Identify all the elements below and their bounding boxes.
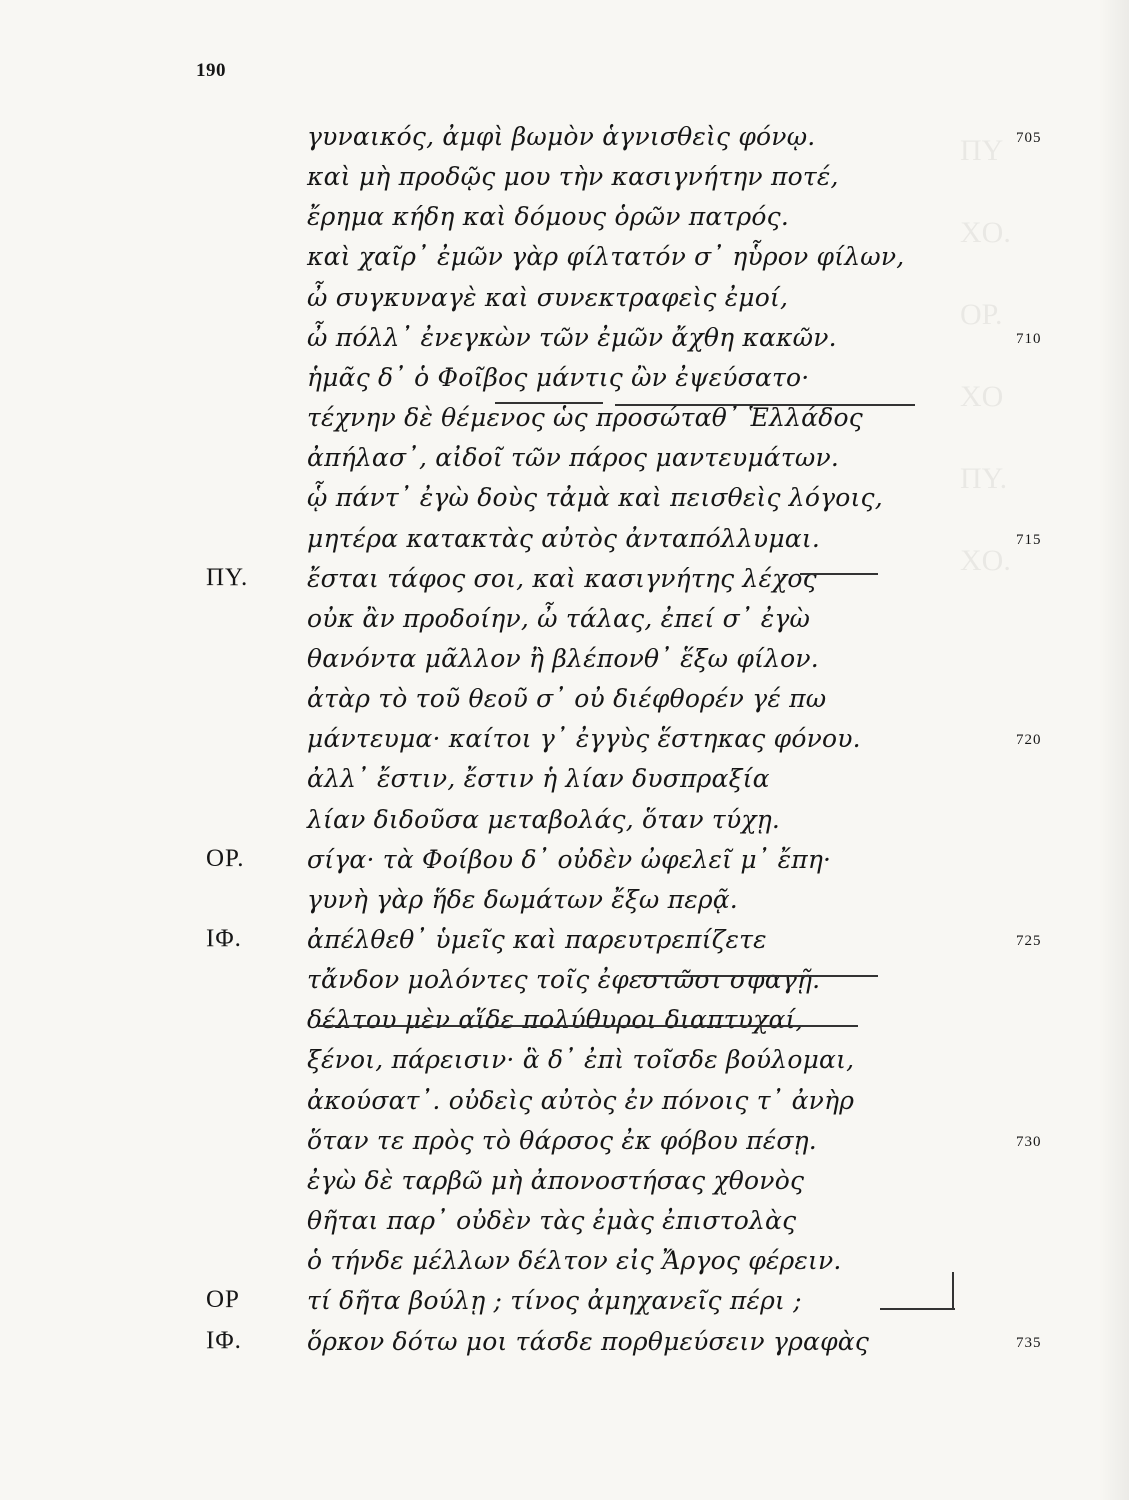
verse-text: σίγα· τὰ Φοίβου δ᾽ οὐδὲν ὠφελεῖ μ᾽ ἔπη· xyxy=(307,844,832,874)
verse-line xyxy=(0,158,1129,198)
underline-mark xyxy=(880,1308,955,1310)
verse-line xyxy=(0,680,1129,720)
verse-line xyxy=(0,1162,1129,1202)
verse-text: λίαν διδοῦσα μεταβολάς, ὅταν τύχῃ. xyxy=(307,804,781,834)
verse-text: ξένοι, πάρεισιν· ἃ δ᾽ ἐπὶ τοῖσδε βούλομαι, xyxy=(307,1045,855,1075)
verse-line xyxy=(0,600,1129,640)
bracket-mark xyxy=(952,1272,954,1308)
verse-line xyxy=(0,1082,1129,1122)
verse-text: ὁ τήνδε μέλλων δέλτον εἰς Ἄργος φέρειν. xyxy=(307,1246,842,1276)
verse-text: τί δῆτα βούλῃ ; τίνος ἀμηχανεῖς πέρι ; xyxy=(307,1286,802,1316)
verse-text: θῆται παρ᾽ οὐδὲν τὰς ἐμὰς ἐπιστολὰς xyxy=(307,1206,797,1236)
verse-text: ἀλλ᾽ ἔστιν, ἔστιν ἡ λίαν δυσπραξία xyxy=(307,764,770,794)
verse-text: ἡμᾶς δ᾽ ὁ Φοῖβος μάντις ὢν ἐψεύσατο· xyxy=(307,362,810,392)
line-number: 710 xyxy=(1016,330,1042,347)
verse-line xyxy=(0,1001,1129,1041)
line-number: 735 xyxy=(1016,1334,1042,1351)
verse-text: ὦ συγκυναγὲ καὶ συνεκτραφεὶς ἐμοί, xyxy=(307,282,789,312)
speaker-label: ΠΥ. xyxy=(206,563,249,591)
verse-text: δέλτου μὲν αἵδε πολύθυροι διαπτυχαί, xyxy=(307,1005,804,1035)
line-number: 730 xyxy=(1016,1133,1042,1150)
verse-line xyxy=(0,1282,1129,1322)
verse-text: ὅρκον δότω μοι τάσδε πορθμεύσειν γραφὰς xyxy=(307,1326,870,1356)
verse-line xyxy=(0,640,1129,680)
verse-text: οὐκ ἂν προδοίην, ὦ τάλας, ἐπεί σ᾽ ἐγὼ xyxy=(307,603,811,633)
verse-text: καὶ μὴ προδῷς μου τὴν κασιγνήτην ποτέ, xyxy=(307,162,839,192)
verse-line xyxy=(0,1242,1129,1282)
verse-line xyxy=(0,319,1129,359)
verse-line xyxy=(0,439,1129,479)
verse-line xyxy=(0,118,1129,158)
verse-line xyxy=(0,921,1129,961)
verse-text: ἀπήλασ᾽, αἰδοῖ τῶν πάρος μαντευμάτων. xyxy=(307,443,840,473)
verse-line xyxy=(0,279,1129,319)
verse-text: ἐγὼ δὲ ταρβῶ μὴ ἀπονοστήσας χθονὸς xyxy=(307,1165,805,1195)
verse-text: μάντευμα· καίτοι γ᾽ ἐγγὺς ἕστηκας φόνου. xyxy=(307,724,861,754)
speaker-label: ΟΡ. xyxy=(206,844,245,872)
underline-mark xyxy=(495,402,603,404)
verse-text: τἄνδον μολόντες τοῖς ἐφεστῶσι σφαγῇ. xyxy=(307,965,821,995)
verse-text: τέχνην δὲ θέμενος ὡς προσώταθ᾽ Ἑλλάδος xyxy=(307,403,863,433)
verse-line xyxy=(0,1041,1129,1081)
line-number: 705 xyxy=(1016,130,1042,146)
verse-text: γυναικός, ἀμφὶ βωμὸν ἁγνισθεὶς φόνῳ. xyxy=(307,122,816,151)
speaker-label: ΙΦ. xyxy=(206,925,242,952)
line-number: 720 xyxy=(1016,732,1042,749)
verse-line xyxy=(0,1202,1129,1242)
verse-line xyxy=(0,841,1129,881)
speaker-label: ΙΦ. xyxy=(206,1326,242,1354)
verse-text: γυνὴ γὰρ ἥδε δωμάτων ἔξω περᾷ. xyxy=(307,884,738,914)
show-through-texture: ΠΥ ΧΟ. ΟΡ. ΧΟ ΠΥ. ΧΟ. xyxy=(960,134,1011,577)
verse-line xyxy=(0,359,1129,399)
verse-line xyxy=(0,238,1129,278)
verse-line xyxy=(0,720,1129,760)
verse-line xyxy=(0,801,1129,841)
verse-text: καὶ χαῖρ᾽ ἐμῶν γὰρ φίλτατόν σ᾽ ηὗρον φίλων, xyxy=(307,242,905,272)
verse-line xyxy=(0,399,1129,439)
underline-mark xyxy=(638,975,878,977)
underline-mark xyxy=(318,1025,858,1027)
verse-text: ᾧ πάντ᾽ ἐγὼ δοὺς τἀμὰ καὶ πεισθεὶς λόγοις, xyxy=(307,483,883,513)
verse-line xyxy=(0,881,1129,921)
verse-text: ἔσται τάφος σοι, καὶ κασιγνήτης λέχος xyxy=(307,563,817,593)
verse-text: ἀτὰρ τὸ τοῦ θεοῦ σ᾽ οὐ διέφθορέν γέ πω xyxy=(307,684,827,714)
verse-text: θανόντα μᾶλλον ἢ βλέπονθ᾽ ἕξω φίλον. xyxy=(307,643,819,673)
verse-text: μητέρα κατακτὰς αὐτὸς ἀνταπόλλυμαι. xyxy=(307,523,820,553)
verse-line xyxy=(0,198,1129,238)
verse-text: ὅταν τε πρὸς τὸ θάρσος ἐκ φόβου πέσῃ. xyxy=(307,1125,817,1155)
verse-line xyxy=(0,760,1129,800)
verse-line xyxy=(0,1323,1129,1363)
verse-text: ἀκούσατ᾽. οὐδεὶς αὐτὸς ἐν πόνοις τ᾽ ἀνὴρ xyxy=(307,1085,855,1115)
line-number: 715 xyxy=(1016,531,1042,548)
verse-text: ὦ πόλλ᾽ ἐνεγκὼν τῶν ἐμῶν ἄχθη κακῶν. xyxy=(307,322,837,352)
verse-line xyxy=(0,479,1129,519)
page-number: 190 xyxy=(196,60,226,81)
verse-line xyxy=(0,560,1129,600)
verse-text: ἔρημα κήδη καὶ δόμους ὁρῶν πατρός. xyxy=(307,202,790,232)
underline-mark xyxy=(800,573,878,575)
underline-mark xyxy=(615,404,915,406)
verse-text: ἀπέλθεθ᾽ ὑμεῖς καὶ παρευτρεπίζετε xyxy=(307,925,767,954)
speaker-label: ΟΡ xyxy=(206,1286,240,1314)
page-edge-shadow xyxy=(1099,0,1129,1500)
verse-line xyxy=(0,961,1129,1001)
verse-line xyxy=(0,1122,1129,1162)
line-number: 725 xyxy=(1016,933,1042,949)
verse-line xyxy=(0,520,1129,560)
